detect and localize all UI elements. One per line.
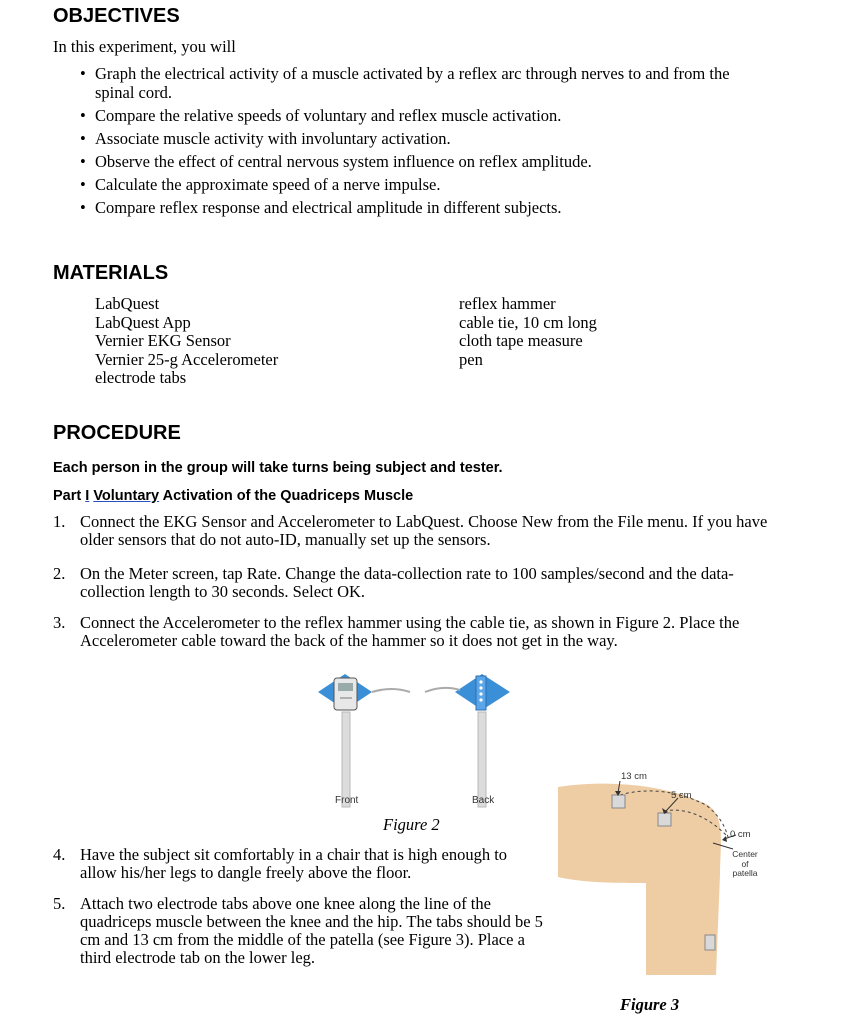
procedure-note: Each person in the group will take turns being subject and tester. — [53, 460, 503, 476]
procedure-step — [53, 565, 773, 601]
materials-left-column — [95, 295, 278, 388]
step-number: 1. — [53, 512, 66, 531]
procedure-step — [53, 846, 543, 882]
step-number: 2. — [53, 564, 66, 583]
part-word-link[interactable]: Voluntary — [93, 488, 160, 504]
material-item: LabQuest App — [95, 312, 191, 332]
label-front: Front — [335, 795, 359, 806]
label-center: Center — [732, 849, 758, 859]
material-item: LabQuest — [95, 294, 160, 313]
label-patella: patella — [732, 868, 758, 878]
step-text: On the Meter screen, tap Rate. Change the data-collection rate to 100 samples/second and the data-collection length to 30 seconds. Select OK. — [80, 564, 734, 601]
material-item: Vernier EKG Sensor — [95, 331, 231, 350]
label-of: of — [741, 858, 749, 869]
list-item: • Associate muscle activity with involuntary activation. — [80, 129, 770, 148]
materials-heading: MATERIALS — [53, 262, 169, 284]
materials-right-column — [459, 295, 597, 369]
step-text: Connect the EKG Sensor and Accelerometer to LabQuest. Choose New from the File menu. If you have older sensors that do not auto-ID, manually set up the sensors. — [80, 512, 768, 549]
part-numeral: I — [85, 488, 90, 504]
material-item: electrode tabs — [95, 368, 187, 387]
material-item: pen — [459, 349, 483, 369]
part-suffix: Activation of the Quadriceps Muscle — [159, 488, 414, 504]
material-item: reflex hammer — [459, 294, 556, 313]
step-number: 4. — [53, 845, 66, 864]
list-item: • Graph the electrical activity of a muscle activated by a reflex arc through nerves to and from the spinal cord. — [80, 64, 770, 102]
label-0cm: 0 cm — [730, 829, 751, 840]
label-back: Back — [472, 795, 495, 806]
label-13cm: 13 cm — [621, 771, 647, 782]
label-center-of-patella — [722, 850, 768, 879]
hammer-front — [318, 674, 410, 807]
list-item: • Compare the relative speeds of voluntary and reflex muscle activation. — [80, 106, 770, 125]
step-number: 5. — [53, 894, 66, 913]
label-5cm: 5 cm — [671, 790, 692, 801]
list-item: • Observe the effect of central nervous system influence on reflex amplitude. — [80, 152, 770, 171]
procedure-step — [53, 614, 773, 650]
step-number: 3. — [53, 613, 66, 632]
list-item: • Calculate the approximate speed of a nerve impulse. — [80, 175, 770, 194]
leg-shape — [558, 784, 721, 975]
procedure-heading: PROCEDURE — [53, 422, 181, 444]
objectives-heading: OBJECTIVES — [53, 5, 180, 27]
objectives-list — [80, 64, 770, 221]
procedure-step — [53, 895, 543, 967]
material-item: cloth tape measure — [459, 331, 583, 350]
material-item: Vernier 25-g Accelerometer — [95, 349, 279, 369]
step-text: Have the subject sit comfortably in a chair that is high enough to allow his/her legs to dangle freely above the floor. — [80, 845, 508, 882]
electrode-tab-5cm — [658, 813, 671, 826]
material-item: cable tie, 10 cm long — [459, 312, 597, 332]
step-text: Connect the Accelerometer to the reflex hammer using the cable tie, as shown in Figure 2. Place the Accelerometer cable toward the back of the hammer so it does not get in the way. — [80, 613, 740, 650]
electrode-tab-13cm — [612, 795, 625, 808]
figure2-caption: Figure 2 — [383, 815, 440, 834]
figure3-caption: Figure 3 — [620, 995, 680, 1014]
procedure-step — [53, 513, 773, 549]
figure2-hammer-diagram — [300, 662, 540, 812]
hammer-back — [425, 674, 510, 807]
list-item: • Compare reflex response and electrical amplitude in different subjects. — [80, 198, 770, 217]
part-prefix: Part — [53, 488, 86, 504]
electrode-tab-lower-leg — [705, 935, 715, 950]
objectives-intro: In this experiment, you will — [53, 37, 236, 56]
step-text: Attach two electrode tabs above one knee along the line of the quadriceps muscle between the knee and the hip. The tabs should be 5 cm and 13 cm from the middle of the patella (see Figure 3). Place a third electrode tab on the lower leg. — [80, 894, 543, 967]
part-heading — [53, 488, 413, 504]
